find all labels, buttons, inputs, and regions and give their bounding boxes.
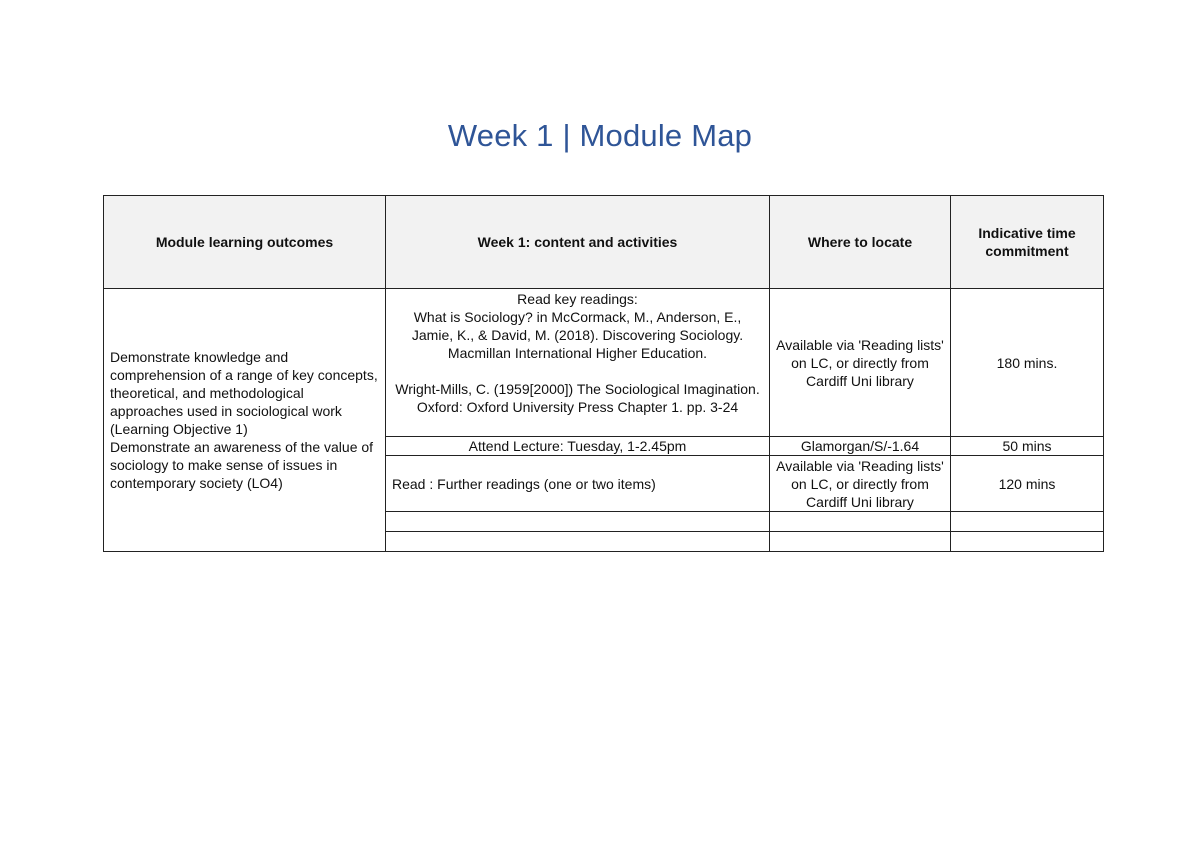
table-row [104,289,1104,437]
reading-spacer [392,362,763,380]
header-where-to-locate: Where to locate [770,196,951,289]
lecture-location: Glamorgan/S/-1.64 [770,437,951,456]
empty-cell [770,532,951,552]
module-map-table [103,195,1104,552]
key-readings-location: Available via 'Reading lists' on LC, or directly from Cardiff Uni library [770,289,951,437]
further-readings-location: Available via 'Reading lists' on LC, or directly from Cardiff Uni library [770,456,951,512]
key-reading-1: What is Sociology? in McCormack, M., Anderson, E., Jamie, K., & David, M. (2018). Discovering Sociology. Macmillan International Higher Education. [411,309,744,361]
empty-cell [386,512,770,532]
further-readings-time: 120 mins [951,456,1104,512]
page-title: Week 1 | Module Map [447,118,753,153]
header-time-commitment: Indicative time commitment [951,196,1104,289]
table-header-row [104,196,1104,289]
header-learning-outcomes: Module learning outcomes [104,196,386,289]
learning-outcome-1: Demonstrate knowledge and comprehension of a range of key concepts, theoretical, and methodological approaches used in sociological work (Learning Objective 1) [110,349,378,437]
empty-cell [386,532,770,552]
empty-cell [951,512,1104,532]
learning-outcome-2: Demonstrate an awareness of the value of sociology to make sense of issues in contemporary society (LO4) [110,439,374,491]
header-content-activities: Week 1: content and activities [386,196,770,289]
learning-outcomes-cell [104,289,386,552]
key-readings-heading: Read key readings: [517,291,638,307]
empty-cell [770,512,951,532]
empty-cell [951,532,1104,552]
key-reading-2: Wright-Mills, C. (1959[2000]) The Sociological Imagination. Oxford: Oxford University Press Chapter 1. pp. 3-24 [395,381,760,415]
key-readings-time: 180 mins. [951,289,1104,437]
lecture-content: Attend Lecture: Tuesday, 1-2.45pm [386,437,770,456]
further-readings-content: Read : Further readings (one or two items) [386,456,770,512]
lecture-time: 50 mins [951,437,1104,456]
key-readings-cell [386,289,770,437]
